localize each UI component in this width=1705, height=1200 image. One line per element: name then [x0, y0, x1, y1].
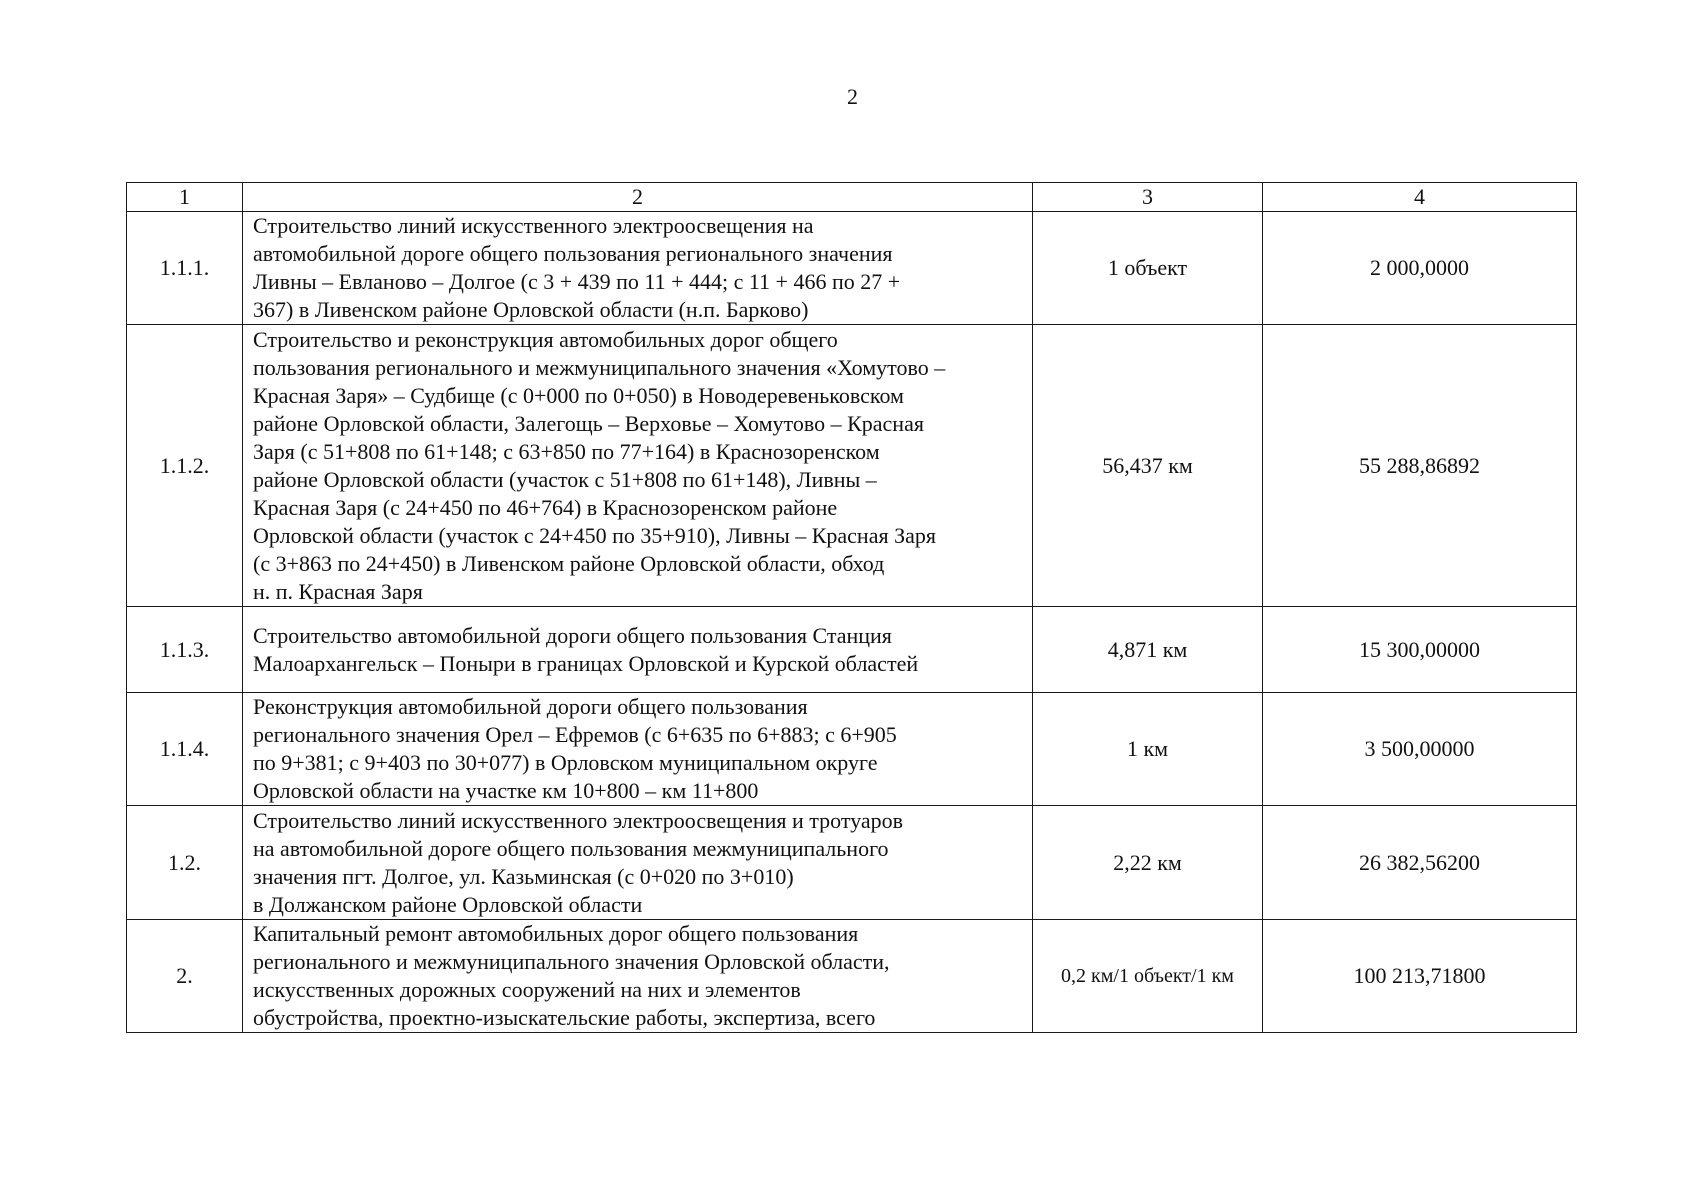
row-description-text: Реконструкция автомобильной дороги общего пользования регионального значения Орел – Ефремов (с 6+635 по 6+883; с 6+905 по 9+381; с 9+403 по 30+077) в Орловском муниципальном округе Орловской области на участке км 10+800 – км 11+800 [253, 694, 897, 803]
row-description-text: Строительство автомобильной дороги общего пользования Станция Малоархангельск – Поныри в границах Орловской и Курской областей [253, 622, 919, 676]
row-quantity: 1 км [1033, 693, 1263, 806]
header-col-2: 2 [243, 183, 1033, 212]
header-col-4: 4 [1263, 183, 1577, 212]
row-description [243, 920, 1033, 1033]
row-quantity: 2,22 км [1033, 806, 1263, 920]
row-quantity: 56,437 км [1033, 325, 1263, 607]
header-col-1: 1 [127, 183, 243, 212]
header-col-3: 3 [1033, 183, 1263, 212]
row-number: 1.1.2. [127, 325, 243, 607]
row-description-text: Строительство линий искусственного электроосвещения на автомобильной дороге общего пользования регионального значения Ливны – Евланово – Долгое (с 3 + 439 по 11 + 444; с 11 + 466 по 27 + 367) в Ливенском районе Орловской области (н.п. Барково) [253, 213, 901, 322]
row-description-text: Строительство и реконструкция автомобильных дорог общего пользования регионального и межмуниципального значения «Хомутово – Красная Заря» – Судбище (с 0+000 по 0+050) в Новодеревеньковском районе Орловской области, Залегощь – Верховье – Хомутово – Красная Заря (с 51+808 по 61+148; с 63+850 по 77+164) в Краснозоренском районе Орловской области (участок с 51+808 по 61+148), Ливны – Красная Заря (с 24+450 по 46+764) в Краснозоренском районе Орловской области (участок с 24+450 по 35+910), Ливны – Красная Заря (с 3+863 по 24+450) в Ливенском районе Орловской области, обход н. п. Красная Заря [253, 326, 946, 604]
row-quantity: 1 объект [1033, 212, 1263, 325]
row-amount: 55 288,86892 [1263, 325, 1577, 607]
row-number: 2. [127, 920, 243, 1033]
table-row [127, 325, 1577, 607]
table-row [127, 607, 1577, 693]
header-row [127, 183, 1577, 212]
row-number: 1.1.4. [127, 693, 243, 806]
table-row [127, 693, 1577, 806]
program-table [126, 182, 1577, 1033]
row-amount: 3 500,00000 [1263, 693, 1577, 806]
table-header [127, 183, 1577, 212]
row-description-text: Капитальный ремонт автомобильных дорог общего пользования регионального и межмуниципального значения Орловской области, искусственных дорожных сооружений на них и элементов обустройства, проектно-изыскательские работы, экспертиза, всего [253, 921, 890, 1030]
row-description [243, 607, 1033, 693]
row-amount: 2 000,0000 [1263, 212, 1577, 325]
row-description [243, 212, 1033, 325]
row-number: 1.1.1. [127, 212, 243, 325]
row-amount: 100 213,71800 [1263, 920, 1577, 1033]
row-quantity: 4,871 км [1033, 607, 1263, 693]
page-number: 2 [847, 84, 858, 109]
row-description-text: Строительство линий искусственного электроосвещения и тротуаров на автомобильной дороге общего пользования межмуниципального значения пгт. Долгое, ул. Казьминская (с 0+020 по 3+010) в Должанском районе Орловской области [253, 807, 904, 917]
row-number: 1.1.3. [127, 607, 243, 693]
table-row [127, 806, 1577, 920]
row-description [243, 693, 1033, 806]
table-row [127, 920, 1577, 1033]
table-body [127, 212, 1577, 1033]
row-amount: 26 382,56200 [1263, 806, 1577, 920]
row-description [243, 325, 1033, 607]
row-amount: 15 300,00000 [1263, 607, 1577, 693]
row-number: 1.2. [127, 806, 243, 920]
row-quantity: 0,2 км/1 объект/1 км [1033, 920, 1263, 1033]
row-description [243, 806, 1033, 920]
table-row [127, 212, 1577, 325]
